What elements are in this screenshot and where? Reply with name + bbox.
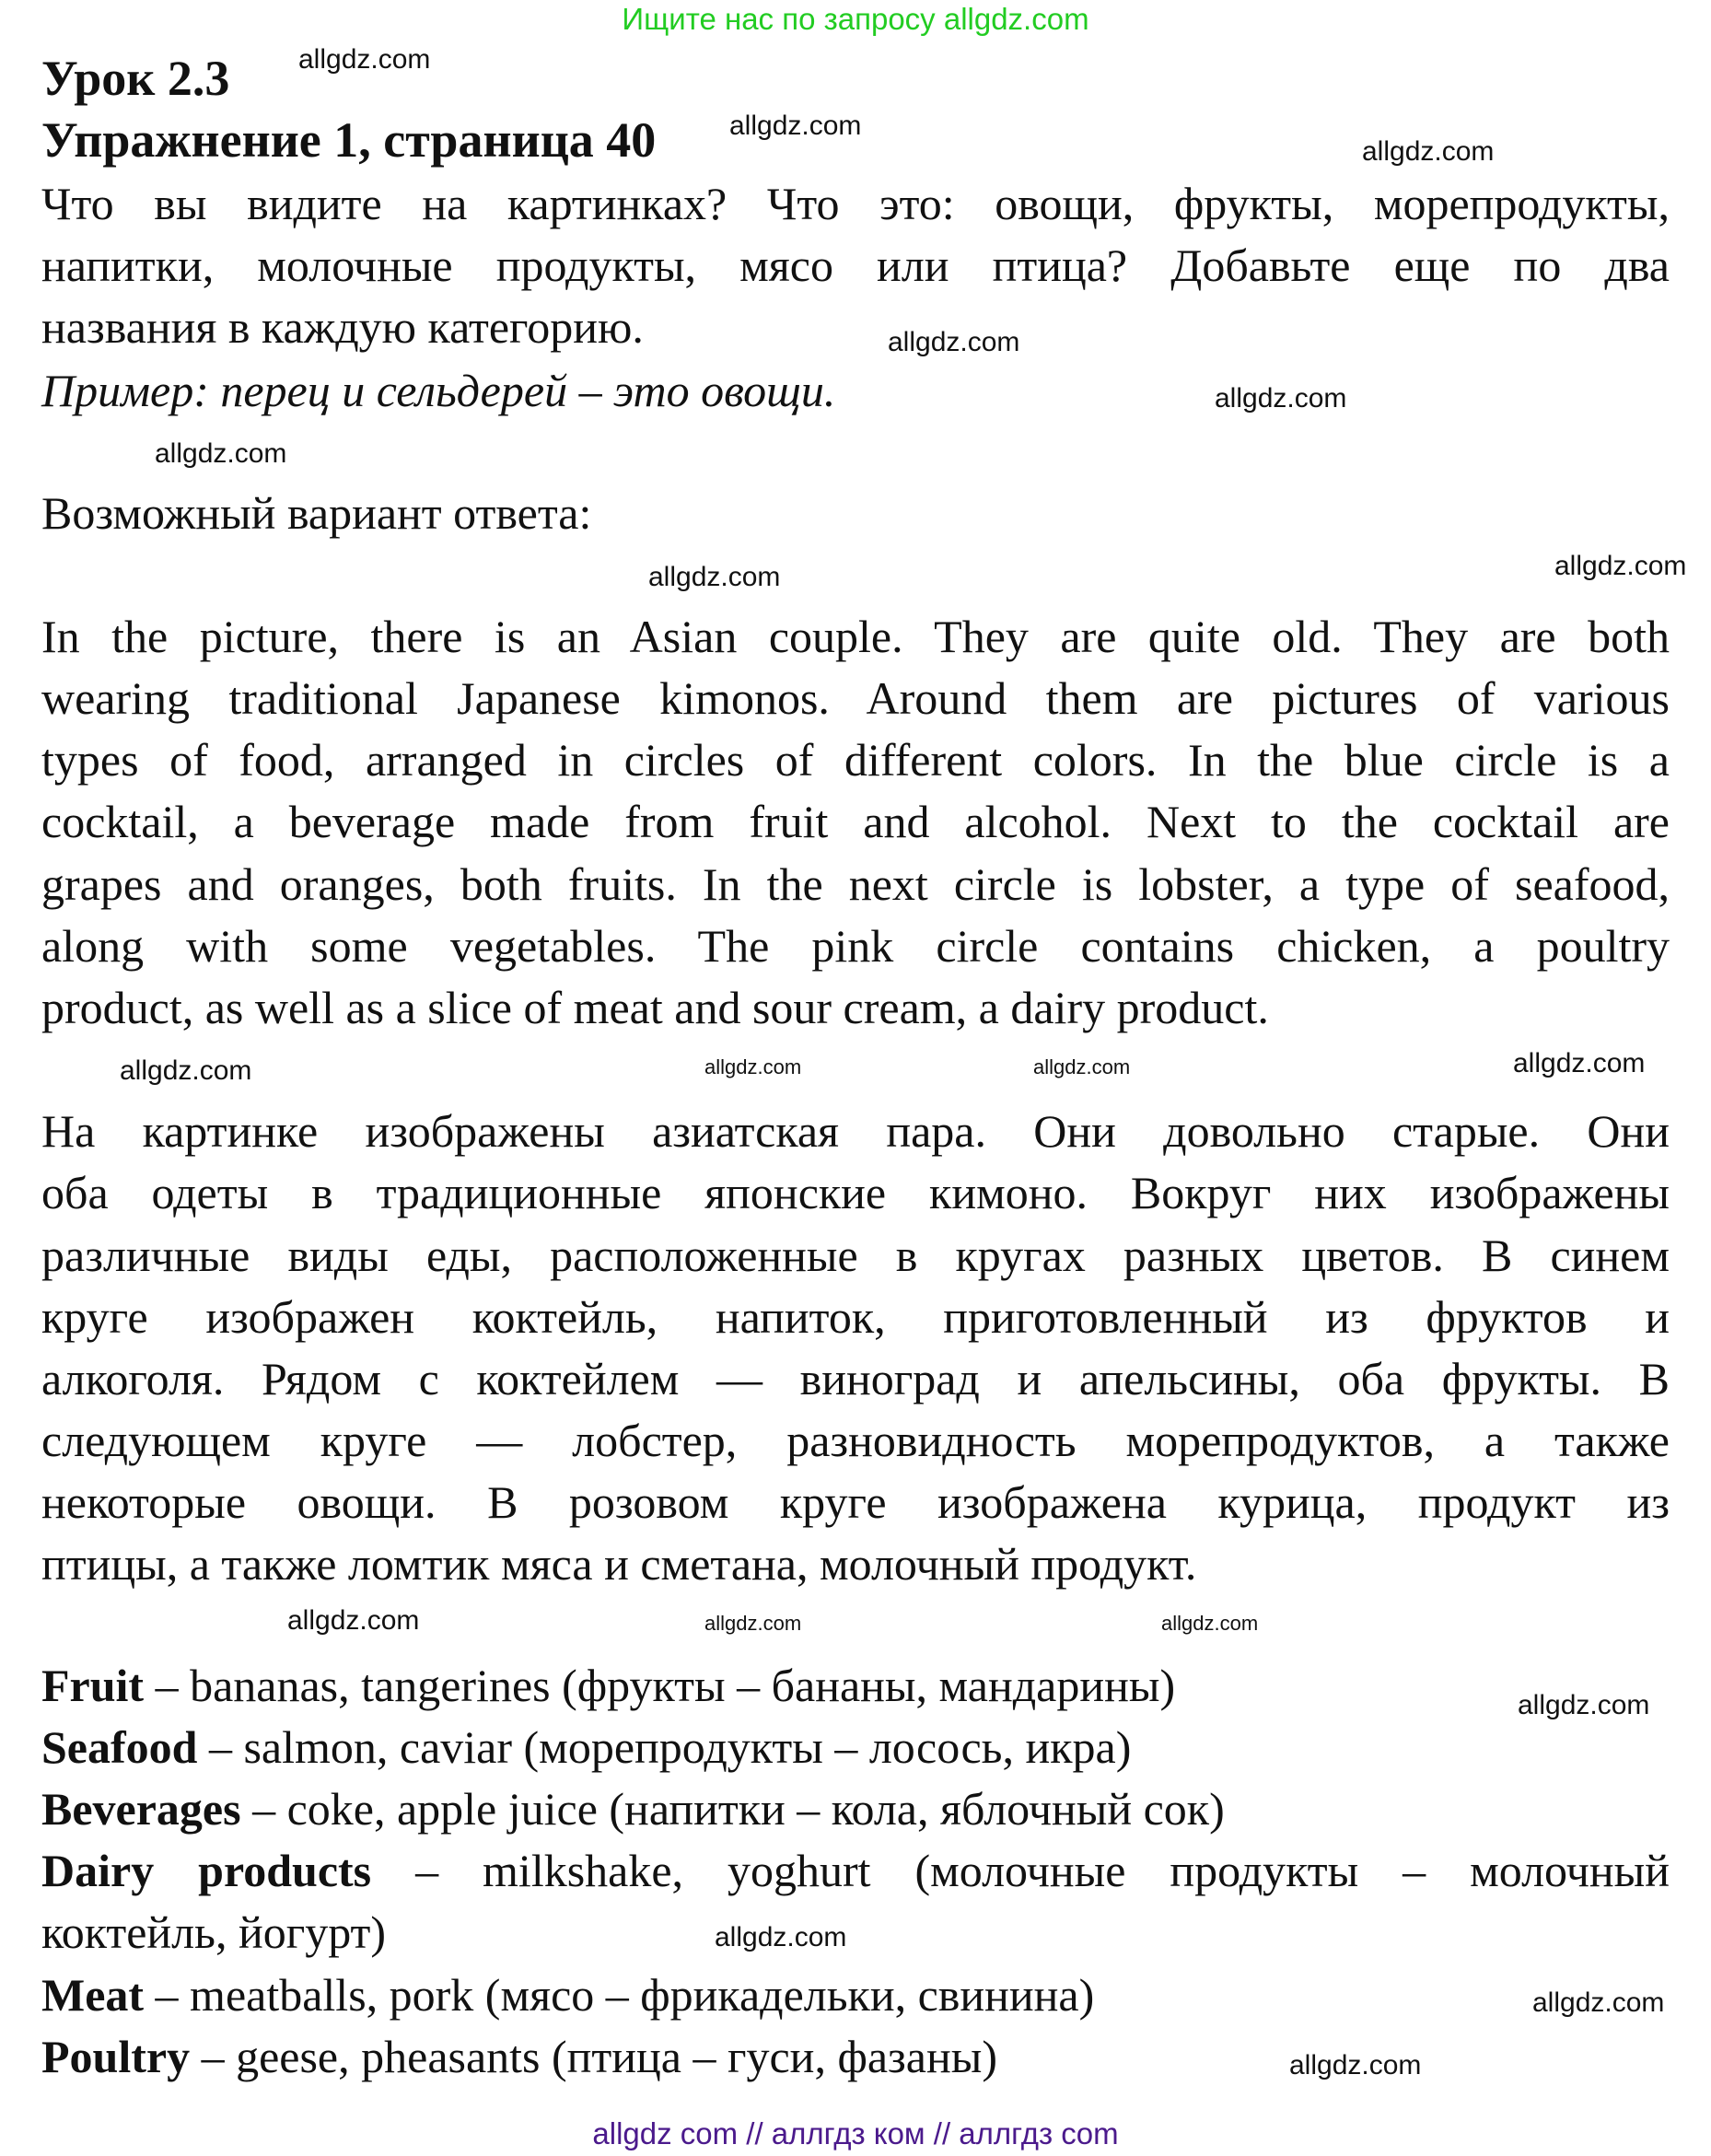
watermark: allgdz.com — [704, 1612, 802, 1635]
watermark: allgdz.com — [287, 1605, 420, 1636]
russian-line: круге изображен коктейль, напиток, приготовленный из фруктов и — [41, 1291, 1670, 1343]
watermark: allgdz.com — [1289, 2050, 1422, 2080]
category-term: Poultry — [41, 2031, 191, 2082]
category-beverages — [41, 1778, 1670, 1840]
category-term: Beverages — [41, 1783, 241, 1835]
category-text: – geese, pheasants (птица – гуси, фазаны) — [190, 2031, 997, 2082]
russian-line: алкоголя. Рядом с коктейлем — виноград и апельсины, оба фрукты. В — [41, 1353, 1670, 1404]
watermark: allgdz.com — [1215, 383, 1347, 414]
category-fruit — [41, 1655, 1670, 1720]
russian-line: некоторые овощи. В розовом круге изображена курица, продукт из — [41, 1476, 1670, 1528]
category-poultry — [41, 2026, 1670, 2088]
category-seafood — [41, 1717, 1670, 1778]
answer-label: Возможный вариант ответа: — [41, 487, 592, 539]
watermark: allgdz.com — [120, 1055, 252, 1086]
russian-line: различные виды еды, расположенные в кругах разных цветов. В синем — [41, 1230, 1670, 1281]
task-line: названия в каждую категорию. — [41, 301, 644, 353]
watermark: allgdz.com — [1554, 551, 1687, 581]
russian-line: следующем круге — лобстер, разновидность морепродуктов, а также — [41, 1415, 1670, 1466]
russian-line: птицы, а также ломтик мяса и сметана, молочный продукт. — [41, 1538, 1197, 1590]
exercise-title: Упражнение 1, страница 40 — [41, 112, 657, 168]
watermark: allgdz.com — [1362, 136, 1495, 167]
watermark: allgdz.com — [729, 111, 862, 141]
category-text: – milkshake, yoghurt (молочные продукты – молочный — [371, 1845, 1670, 1896]
english-line: product, as well as a slice of meat and sour cream, a dairy product. — [41, 982, 1269, 1033]
category-term: Meat — [41, 1969, 145, 2021]
header-banner: Ищите нас по запросу allgdz.com — [622, 2, 1089, 36]
english-line: types of food, arranged in circles of different colors. In the blue circle is a — [41, 734, 1670, 786]
watermark: allgdz.com — [648, 562, 781, 592]
watermark: allgdz.com — [155, 438, 287, 469]
category-term: Fruit — [41, 1660, 145, 1711]
category-dairy-continuation: коктейль, йогурт) — [41, 1906, 387, 1958]
watermark: allgdz.com — [888, 327, 1020, 357]
category-term: Seafood — [41, 1721, 198, 1773]
watermark: allgdz.com — [1518, 1690, 1650, 1720]
russian-line: оба одеты в традиционные японские кимоно. Вокруг них изображены — [41, 1167, 1670, 1218]
task-line: Что вы видите на картинках? Что это: овощи, фрукты, морепродукты, — [41, 178, 1670, 229]
example-text: Пример: перец и сельдерей – это овощи. — [41, 365, 836, 416]
category-term: Dairy products — [41, 1845, 372, 1896]
watermark: allgdz.com — [298, 44, 431, 75]
english-line: In the picture, there is an Asian couple. They are quite old. They are both — [41, 611, 1670, 662]
watermark: allgdz.com — [704, 1055, 802, 1078]
english-line: wearing traditional Japanese kimonos. Around them are pictures of various — [41, 672, 1670, 724]
category-text: – meatballs, pork (мясо – фрикадельки, свинина) — [144, 1969, 1095, 2021]
category-text: – bananas, tangerines (фрукты – бананы, мандарины) — [144, 1660, 1176, 1711]
category-meat — [41, 1964, 1670, 2026]
footer-banner: allgdz com // аллгдз ком // аллгдз com — [592, 2116, 1119, 2150]
category-dairy — [41, 1840, 1670, 1902]
lesson-title: Урок 2.3 — [41, 51, 230, 106]
watermark: allgdz.com — [715, 1922, 847, 1952]
watermark: allgdz.com — [1532, 1987, 1665, 2018]
watermark: allgdz.com — [1161, 1612, 1259, 1635]
english-line: along with some vegetables. The pink circle contains chicken, a poultry — [41, 920, 1670, 972]
watermark: allgdz.com — [1513, 1048, 1646, 1078]
watermark: allgdz.com — [1033, 1055, 1131, 1078]
russian-line: На картинке изображены азиатская пара. Они довольно старые. Они — [41, 1105, 1670, 1157]
category-text: – coke, apple juice (напитки – кола, яблочный сок) — [240, 1783, 1225, 1835]
category-text: – salmon, caviar (морепродукты – лосось, икра) — [197, 1721, 1132, 1773]
english-line: cocktail, a beverage made from fruit and alcohol. Next to the cocktail are — [41, 796, 1670, 847]
task-line: напитки, молочные продукты, мясо или птица? Добавьте еще по два — [41, 239, 1670, 291]
english-line: grapes and oranges, both fruits. In the next circle is lobster, a type of seafood, — [41, 858, 1670, 910]
